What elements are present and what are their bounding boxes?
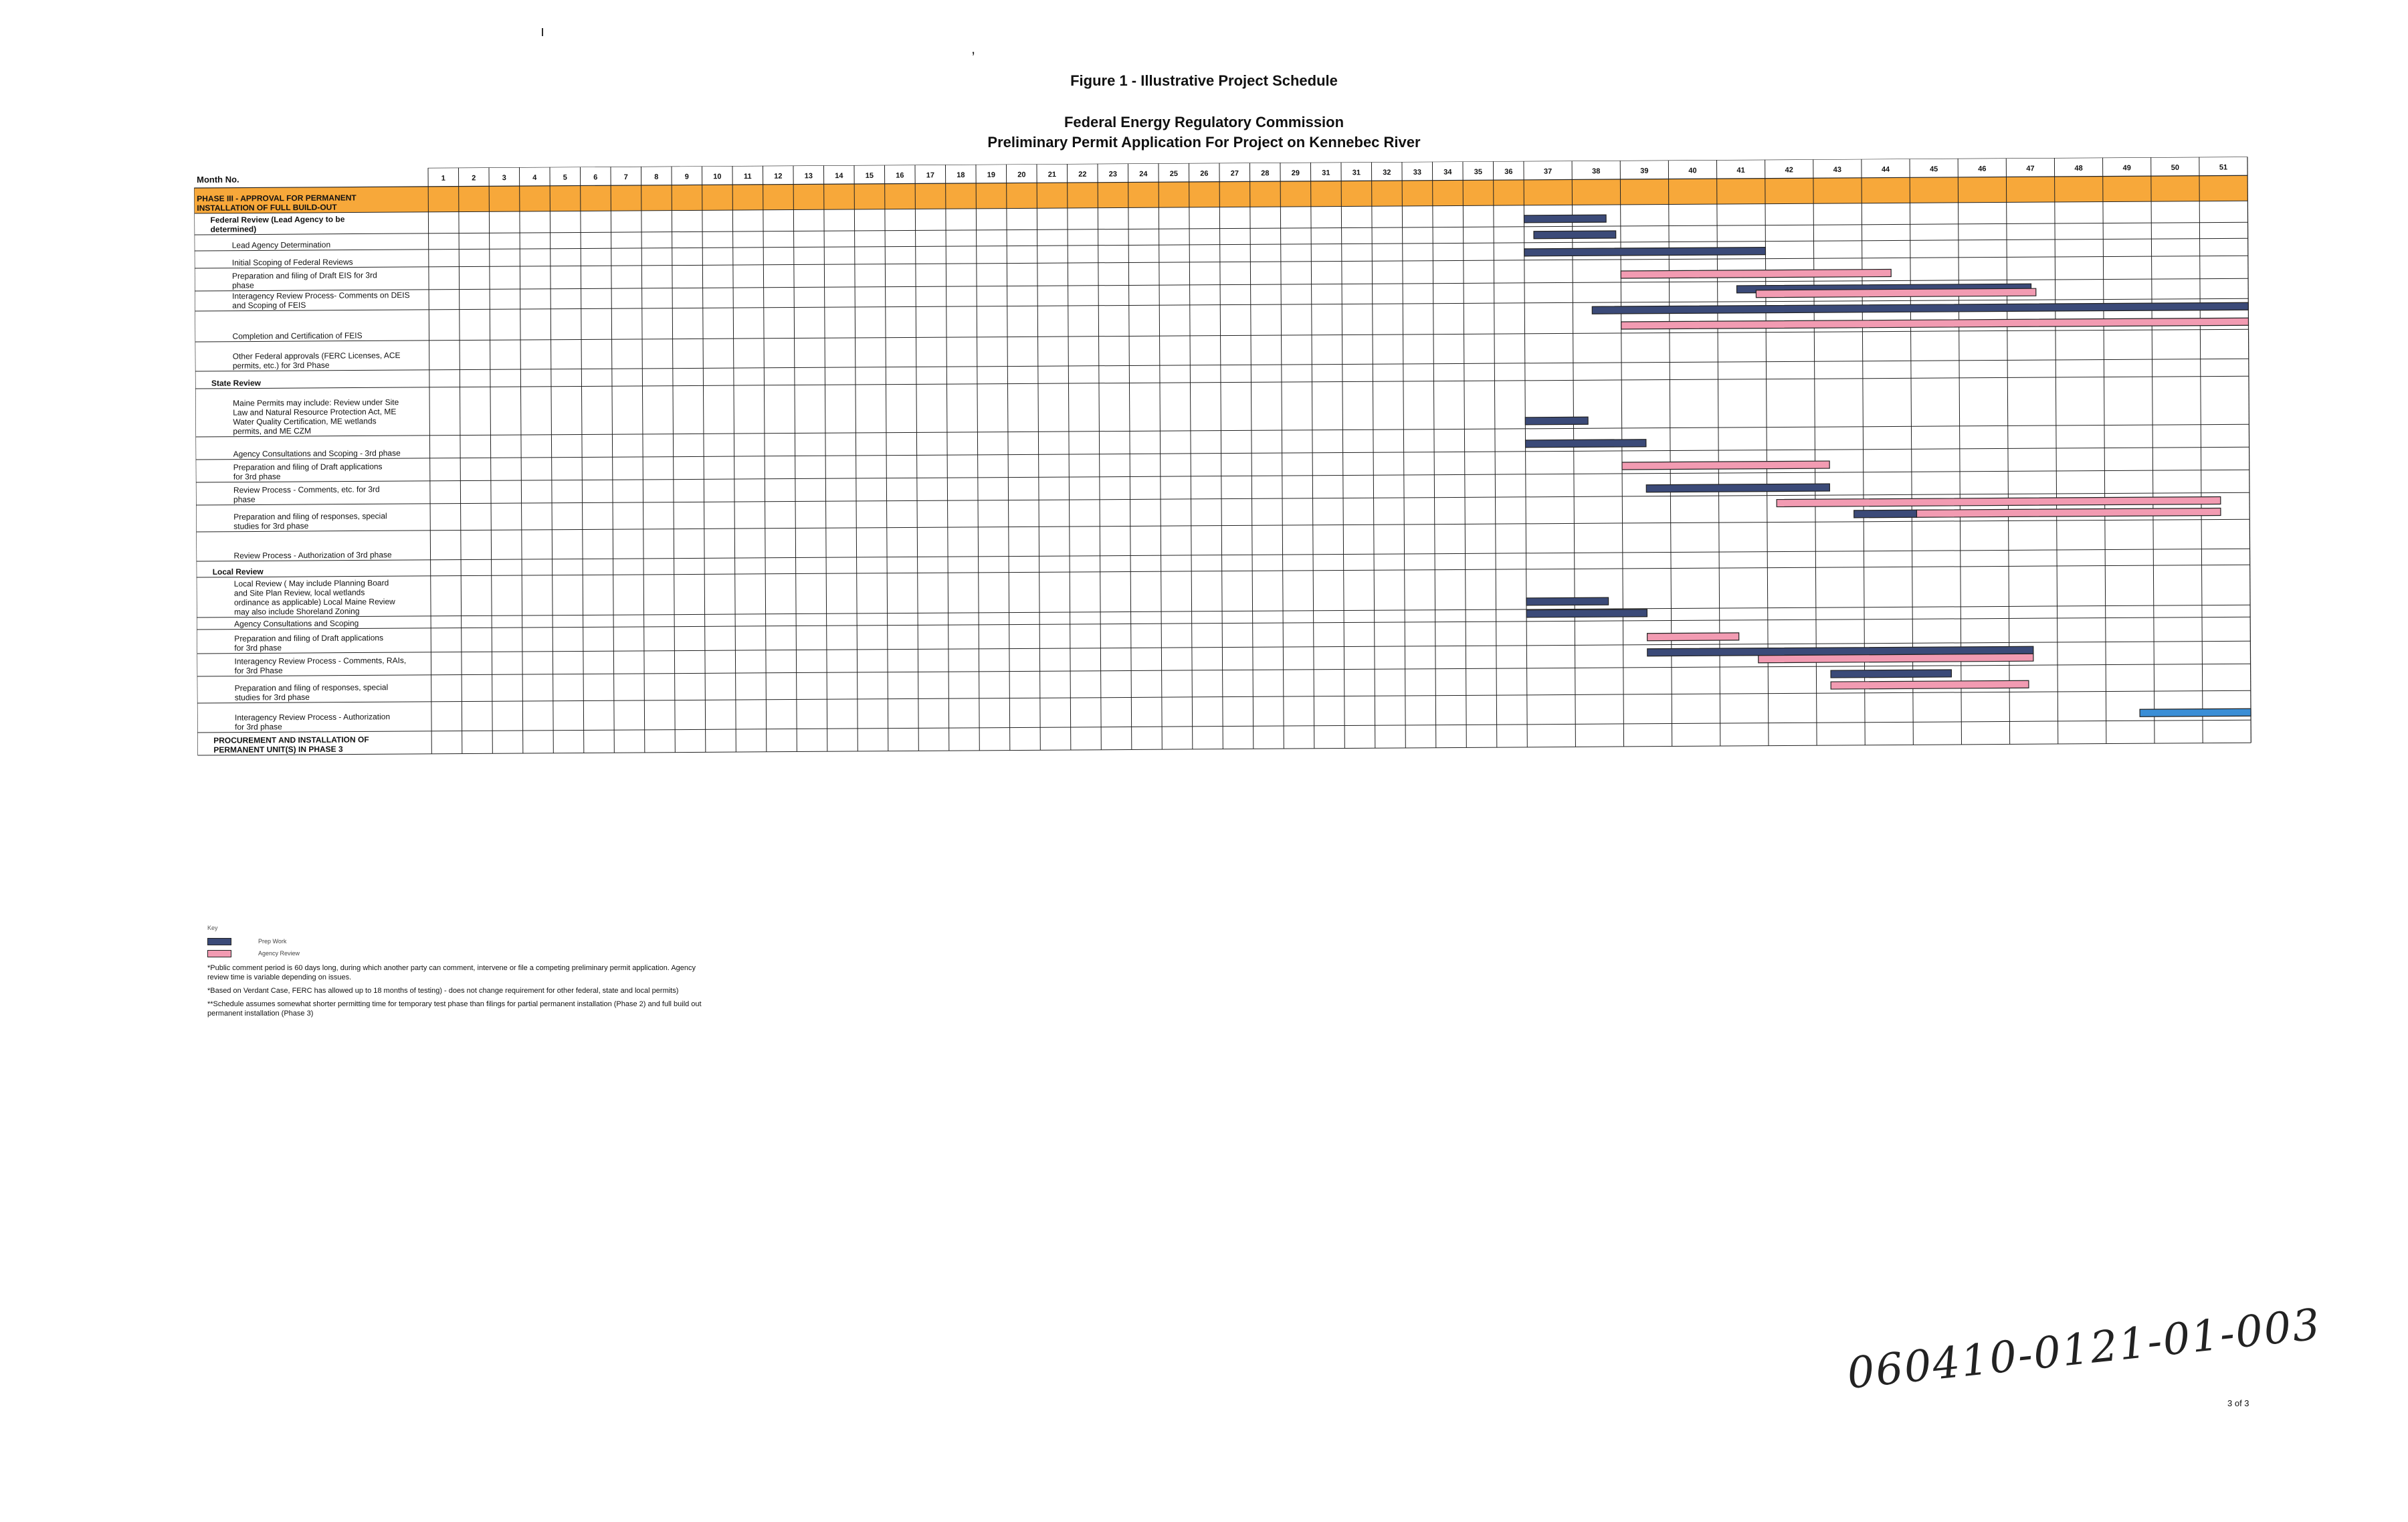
grid-line [1280, 163, 1284, 749]
legend-title: Key [207, 925, 218, 931]
grid-line [702, 166, 705, 752]
grid-line [196, 470, 2249, 482]
month-label: 21 [1047, 171, 1056, 179]
month-label: 38 [1592, 167, 1601, 176]
month-label: 47 [2026, 165, 2035, 173]
month-label: 48 [2074, 164, 2083, 173]
row-label: Local Review ( May include Planning Board and Site Plan Review, local wetlands ordinance as applicable) Local Maine Review may also include Shoreland Zoning [233, 578, 395, 617]
month-label: 20 [1017, 171, 1026, 179]
month-label: 35 [1474, 168, 1482, 177]
schedule-bar-agency [1916, 508, 2220, 518]
row-label: Review Process - Authorization of 3rd phase [233, 550, 392, 561]
month-label: 46 [1978, 165, 1987, 173]
month-label: 27 [1230, 169, 1239, 178]
grid-line [854, 165, 858, 751]
grid-line [1249, 163, 1253, 749]
page-number: 3 of 3 [2227, 1398, 2249, 1408]
row-label: Interagency Review Process- Comments on DEIS and Scoping of FEIS [232, 290, 410, 310]
month-label: 5 [563, 173, 567, 182]
row-label: PROCUREMENT AND INSTALLATION OF PERMANENT UNIT(S) IN PHASE 3 [213, 735, 369, 755]
legend-item-agency [207, 947, 716, 959]
month-label: 14 [835, 172, 843, 181]
schedule-bar-prep [1534, 231, 1616, 239]
grid-line [976, 165, 979, 751]
month-label: 42 [1785, 166, 1793, 175]
legend-item-prep [207, 935, 716, 947]
schedule-bar-prep [1831, 670, 1951, 678]
grid-line [197, 605, 2250, 617]
grid-line [2103, 158, 2106, 744]
grid-line [195, 238, 2248, 251]
row-label: Agency Consultations and Scoping - 3rd phase [233, 448, 401, 459]
row-label: Local Review [212, 567, 264, 577]
month-label: 13 [804, 172, 813, 181]
row-label: Other Federal approvals (FERC Licenses, ACE permits, etc.) for 3rd Phase [232, 351, 401, 371]
grid-line [195, 329, 2249, 342]
month-label: 43 [1833, 165, 1842, 175]
schedule-bar-agency [1621, 270, 1891, 278]
grid-line [2151, 157, 2154, 743]
grid-line [197, 720, 2251, 733]
grid-line [945, 165, 948, 751]
grid-line [196, 519, 2249, 532]
grid-line [550, 167, 553, 753]
grid-line [195, 376, 2249, 389]
schedule-bar-agency [1621, 318, 2249, 329]
schedule-bar-agency [1759, 654, 2033, 663]
grid-line [1006, 165, 1009, 751]
legend-label: Prep Work [258, 938, 287, 945]
grid-line [196, 447, 2249, 460]
row-label: Federal Review (Lead Agency to be determined) [210, 214, 345, 234]
grid-line [195, 256, 2248, 268]
row-label: Review Process - Comments, etc. for 3rd phase [233, 484, 380, 504]
schedule-bar-agency [1756, 288, 2035, 298]
month-label: 4 [532, 173, 537, 182]
grid-line [1493, 161, 1496, 747]
scan-mark: ı [540, 23, 545, 39]
grid-line [2247, 157, 2251, 743]
grid-line [1128, 163, 1131, 749]
schedule-bar-prep [1526, 597, 1609, 605]
schedule-bar-prep [1646, 484, 1829, 492]
row-label: Preparation and filing of Draft applications for 3rd phase [234, 633, 384, 653]
month-label: 3 [502, 174, 506, 183]
row-label: Lead Agency Determination [231, 240, 331, 250]
grid-line [1371, 162, 1375, 748]
grid-line [197, 565, 2250, 577]
figure-title: Figure 1 - Illustrative Project Schedule [1070, 72, 1338, 89]
note-verdant-case: *Based on Verdant Case, FERC has allowed up to 18 months of testing) - does not change requirement for other federal, state and local permits) [207, 987, 679, 995]
month-label: 49 [2122, 164, 2131, 173]
month-label: 28 [1261, 169, 1270, 178]
legend-and-notes [207, 923, 716, 1018]
month-label: 31 [1322, 169, 1330, 177]
month-label: 15 [865, 171, 874, 180]
grid-line [197, 549, 2250, 561]
month-label: 17 [926, 171, 934, 180]
schedule-bar-prep [1524, 248, 1766, 256]
schedule-bar-prep [1526, 609, 1647, 617]
month-header-label: Month No. [197, 174, 239, 185]
grid-line [641, 167, 644, 753]
row-label: State Review [211, 378, 262, 388]
prep-swatch-icon [207, 938, 231, 945]
grid-line [823, 165, 827, 751]
grid-line [197, 743, 2251, 755]
grid-line [195, 359, 2249, 371]
grid-line [580, 167, 583, 753]
month-label: 12 [774, 172, 783, 181]
grid-line [1098, 164, 1101, 750]
schedule-bar-prep [1526, 440, 1646, 448]
row-label: PHASE III - APPROVAL FOR PERMANENT INSTALLATION OF FULL BUILD-OUT [197, 193, 357, 213]
grid-line [2199, 157, 2203, 743]
schedule-bar-agency [1831, 680, 2029, 689]
month-label: 18 [957, 171, 965, 180]
row-label: Initial Scoping of Federal Reviews [231, 257, 353, 268]
grid-line [458, 168, 462, 754]
grid-line [1310, 163, 1314, 749]
schedule-bar-agency [1622, 461, 1829, 470]
row-label: Completion and Certification of FEIS [232, 330, 363, 341]
schedule-bar-agency [1777, 497, 2221, 507]
schedule-bar-agency [1647, 633, 1739, 641]
month-label: 25 [1169, 170, 1178, 179]
row-label: Interagency Review Process - Comments, RAIs, for 3rd Phase [234, 656, 407, 676]
grid-line [793, 166, 797, 752]
schedule-bar-prep [1525, 417, 1588, 425]
grid-line [1159, 163, 1162, 749]
grid-line [197, 617, 2250, 630]
grid-line [1432, 162, 1435, 748]
month-label: 34 [1443, 168, 1452, 177]
schedule-bar-prep [1854, 510, 1917, 518]
schedule-bar-prep [1524, 215, 1606, 223]
grid-line [1219, 163, 1223, 749]
grid-line [195, 424, 2249, 437]
note-public-comment: *Public comment period is 60 days long, during which another party can comment, intervene or file a competing preliminary permit application. Agency review time is variable depending on issues. [207, 964, 696, 981]
grid-line [195, 222, 2248, 235]
grid-line [611, 167, 614, 753]
month-label: 24 [1139, 170, 1148, 179]
row-label: Preparation and filing of responses, special studies for 3rd phase [234, 682, 389, 702]
grid-line [1189, 163, 1192, 749]
grid-line [428, 168, 431, 754]
month-label: 16 [896, 171, 904, 180]
month-label: 9 [684, 173, 689, 181]
month-label: 39 [1640, 167, 1649, 175]
row-label: Agency Consultations and Scoping [234, 618, 359, 629]
month-label: 37 [1543, 167, 1552, 176]
month-label: 2 [472, 174, 476, 183]
month-label: 10 [713, 173, 722, 181]
month-label: 6 [593, 173, 598, 182]
grid-line [197, 690, 2251, 703]
month-label: 22 [1078, 170, 1087, 179]
month-label: 11 [743, 172, 752, 181]
schedule-bar-install [2140, 708, 2251, 717]
month-label: 45 [1930, 165, 1938, 174]
month-label: 51 [2219, 163, 2228, 172]
grid-line [915, 165, 918, 751]
schedule-bar-prep [1592, 302, 2248, 314]
agency-name: Federal Energy Regulatory Commission [1064, 114, 1344, 130]
grid-line [1463, 161, 1466, 747]
month-label: 31 [1352, 169, 1361, 177]
month-label: 1 [441, 174, 445, 183]
grid-line [763, 166, 766, 752]
grid-line [1402, 162, 1405, 748]
month-label: 32 [1383, 169, 1391, 177]
grid-line [884, 165, 888, 751]
scan-mark: , [971, 40, 976, 57]
month-label: 8 [654, 173, 659, 181]
month-label: 7 [623, 173, 628, 182]
row-label: Maine Permits may include: Review under Site Law and Natural Resource Protection Act, ME Water Quality Certification, ME wetlands permits, and ME CZM [233, 397, 399, 436]
row-label: Preparation and filing of Draft applications for 3rd phase [233, 462, 383, 482]
grid-line [519, 167, 522, 753]
grid-line [672, 167, 675, 753]
month-label: 26 [1200, 169, 1209, 178]
agency-swatch-icon [207, 950, 231, 957]
note-schedule-assumption: **Schedule assumes somewhat shorter permitting time for temporary test phase than filings for partial permanent installation (Phase 2) and full build out permanent installation (Phase 3) [207, 1000, 702, 1018]
month-label: 23 [1108, 170, 1117, 179]
application-name: Preliminary Permit Application For Project on Kennebec River [987, 134, 1421, 151]
grid-line [489, 167, 492, 753]
gantt-schedule [194, 157, 2286, 925]
grid-line [732, 166, 736, 752]
row-label: Interagency Review Process - Authorization for 3rd phase [234, 712, 391, 732]
legend-label: Agency Review [258, 950, 300, 957]
month-label: 41 [1736, 166, 1745, 175]
month-label: 44 [1881, 165, 1890, 174]
row-label: Preparation and filing of Draft EIS for 3rd phase [231, 270, 377, 290]
grid-line [2054, 158, 2058, 744]
grid-line [1067, 164, 1070, 750]
month-label: 19 [987, 171, 995, 179]
grid-line [1341, 163, 1344, 749]
month-label: 29 [1291, 169, 1300, 177]
grid-line [194, 188, 197, 755]
row-label: Preparation and filing of responses, special studies for 3rd phase [233, 511, 387, 531]
handwritten-docket-number: 060410-0121-01-003 [1845, 1300, 2324, 1399]
month-label: 33 [1413, 168, 1421, 177]
month-label: 50 [2171, 163, 2180, 172]
month-label: 36 [1504, 167, 1513, 177]
grid-line [1037, 164, 1040, 750]
month-label: 40 [1688, 167, 1697, 175]
